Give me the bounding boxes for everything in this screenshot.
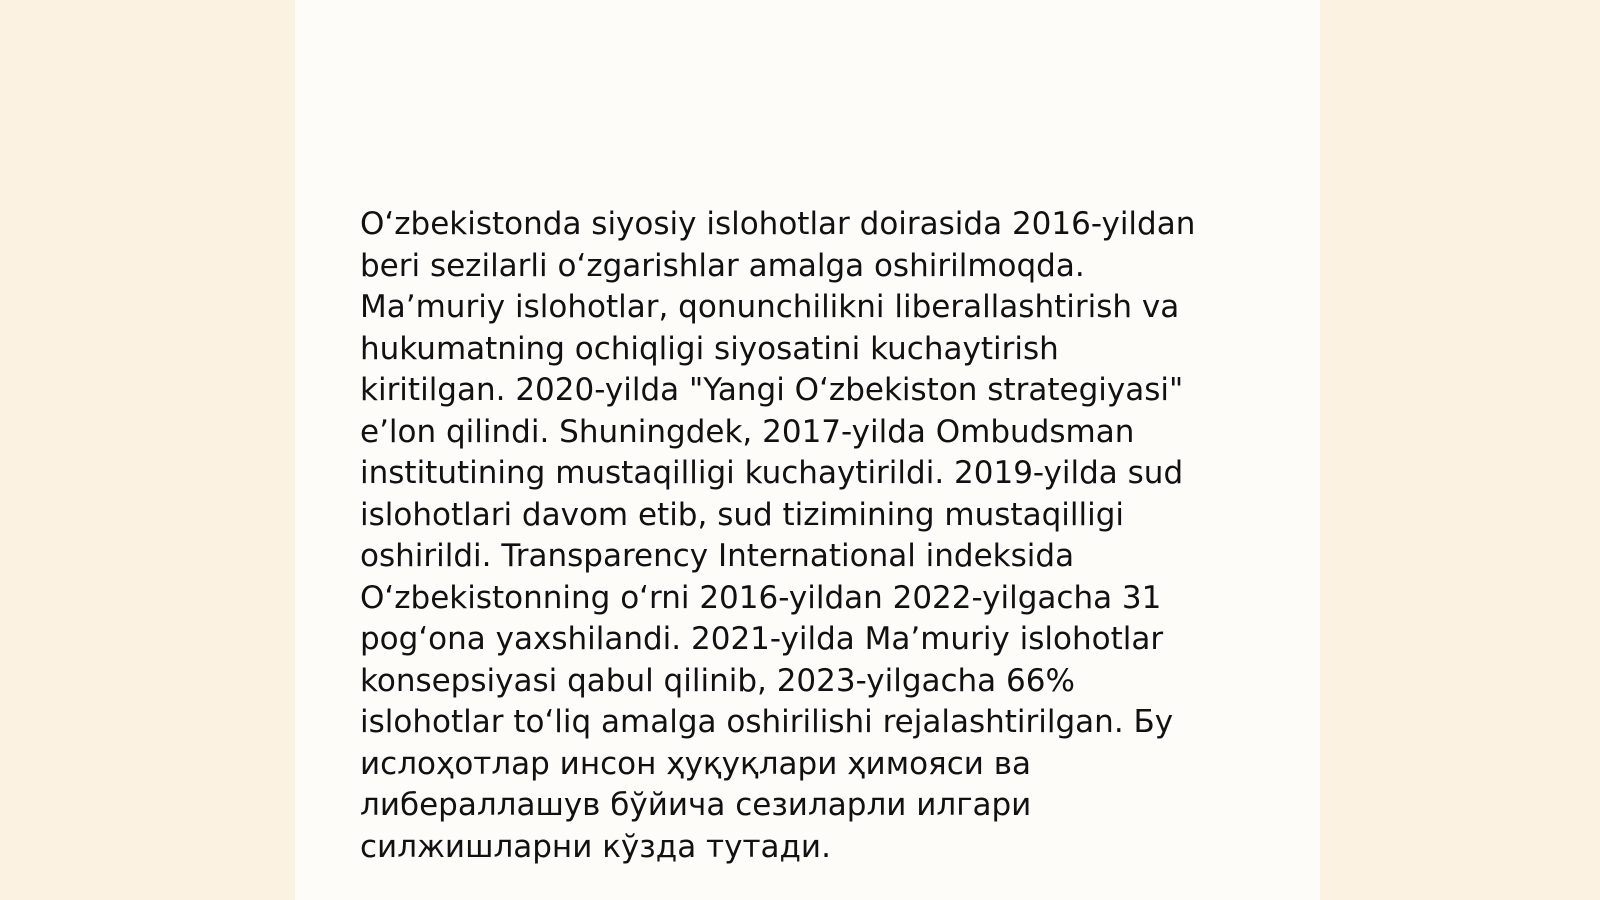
document-page [295, 0, 1320, 900]
body-paragraph: O‘zbekistonda siyosiy islohotlar doirasida 2016-yildan beri sezilarli o‘zgarishlar amalga oshirilmoqda. Ma’muriy islohotlar, qonunchilikni liberallashtirish va hukumatning ochiqligi siyosatini kuchaytirish kiritilgan. 2020-yilda "Yangi O‘zbekiston strategiyasi" e’lon qilindi. Shuningdek, 2017-yilda Ombudsman institutining mustaqilligi kuchaytirildi. 2019-yilda sud islohotlari davom etib, sud tizimining mustaqilligi oshirildi. Transparency International indeksida O‘zbekistonning o‘rni 2016-yildan 2022-yilgacha 31 pog‘ona yaxshilandi. 2021-yilda Ma’muriy islohotlar konsepsiyasi qabul qilinib, 2023-yilgacha 66% islohotlar to‘liq amalga oshirilishi rejalashtirilgan. Бу ислоҳотлар инсон ҳуқуқлари ҳимояси ва либераллашув бўйича сезиларли илгари силжишларни кўзда тутади. [360, 206, 1196, 865]
